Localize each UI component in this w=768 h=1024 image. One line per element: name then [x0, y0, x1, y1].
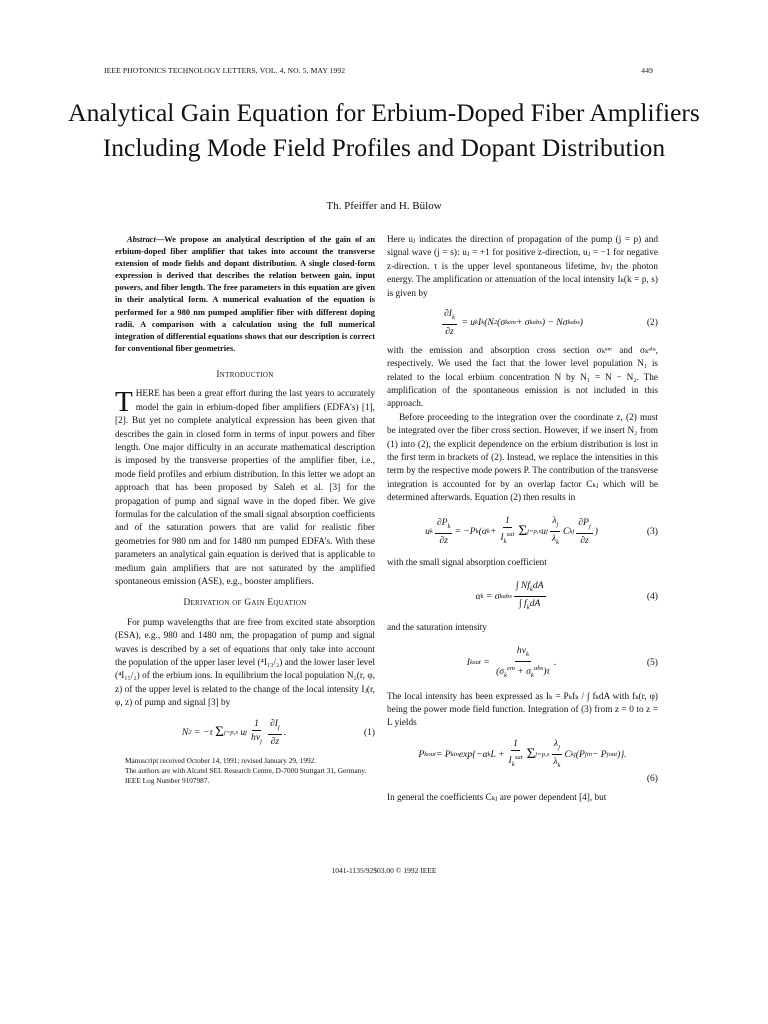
journal-name: IEEE PHOTONICS TECHNOLOGY LETTERS, VOL. 4, NO. 5, MAY 1992	[104, 66, 346, 75]
derivation-heading: Derivation of Gain Equation	[183, 598, 307, 609]
equation-5-number: (5)	[646, 657, 658, 669]
right-column	[387, 234, 658, 805]
equation-1-number: (1)	[363, 726, 375, 738]
equation-6-body: P k out = P k in exp{−α k L + $\frac{1}{I_k^{sat}}$ Σ j=p,s $\frac{\lambda_j}{\lambda_k}$ C kj (P j in − P j out )}.	[418, 737, 627, 769]
equation-6-number: (6)	[646, 773, 658, 785]
equation-4	[387, 579, 658, 615]
right-paragraph-7: In general the coefficients Cₖⱼ are power dependent [4], but	[387, 792, 607, 803]
left-column	[115, 234, 375, 786]
running-head	[104, 66, 653, 75]
introduction-paragraph	[115, 388, 375, 589]
equation-2-body: $\frac{\partial I_k}{\partial z}$ = u k I k (N 2 (σ k em + σ k abs ) − Nσ k abs )	[444, 308, 583, 338]
right-paragraph-6: The local intensity has been expressed as Iₖ = Pₖfₖ / ∫ fₖdA with fₖ(r, φ) being the power mode field function. Integration of (3) from z = 0 to z = L yields	[387, 691, 658, 729]
equation-1	[115, 717, 375, 749]
dropcap: T	[115, 386, 133, 419]
footnote-received: Manuscript received October 14, 1991; revised January 29, 1992.	[125, 756, 317, 766]
footnotes	[115, 756, 375, 785]
equation-3	[387, 514, 658, 550]
equation-3-body: u k $\frac{\partial P_k}{\partial z}$ = −P k (α k + $\frac{1}{I_k^{sat}}$ Σ j=p,s u j $\frac{\lambda_j}{\lambda_k}$ C kj $\frac{\partial P_j}{\partial z}$ )	[425, 514, 598, 546]
equation-5-body: I k sat = $\frac{h\nu_k}{(\sigma_k^{em} + \sigma_k^{abs})\tau}$ .	[466, 644, 557, 680]
page-number: 449	[641, 66, 653, 75]
footnote-affiliation: The authors are with Alcatel SEL Research Centre, D-7000 Stuttgart 31, Germany.	[125, 766, 367, 776]
footnote-log-number: IEEE Log Number 9107987.	[125, 776, 210, 785]
abstract	[115, 234, 375, 355]
derivation-paragraph: For pump wavelengths that are free from excited state absorption (ESA), e.g., 980 and 1480 nm, the propagation of pump and signal waves is described by a set of equations that only take into account the population of the upper laser level (⁴I₁₃/₂) and the lower laser level (⁴I₁₅/₂) of the erbium ions. In equilibrium the local population N₂(r, φ, z) of the upper level is related to the change of the local intensity Iⱼ(r, φ, z) of pump and signal [3] by	[115, 617, 375, 709]
equation-4-number: (4)	[646, 590, 658, 602]
equation-1-body: N 2 = −τ Σ j=p,s u j $\frac{1}{h\nu_j}$ $\frac{\partial I_j}{\partial z}$ .	[181, 717, 287, 747]
right-paragraph-3: Before proceeding to the integration over the coordinate z, (2) must be integrated over the fiber cross section. However, if we insert N₂ from (1) into (2), the explicit dependence on the erbium distribution is lost in the first term in brackets of (2). Instead, we replace the intensities in this term by the respective mode powers P. The contribution of the transverse integration is accounted for by an overlap factor Cₖⱼ which will be determined afterwards. Equation (2) then results in	[387, 412, 658, 504]
authors: Th. Pfeiffer and H. Bülow	[326, 200, 442, 212]
equation-3-number: (3)	[646, 525, 658, 537]
equation-5	[387, 644, 658, 683]
copyright-footer: 1041-1135/92$03.00 © 1992 IEEE	[331, 866, 437, 875]
equation-2	[387, 307, 658, 339]
right-paragraph-4: with the small signal absorption coefficient	[387, 558, 547, 569]
right-paragraph-2: with the emission and absorption cross section σₖᵉᵐ and σₖᵃᵇˢ, respectively. We used the fact that the lower level population N₁ is related to the local erbium concentration N by N₁ = N − N₂. The amplification of the spontaneous emission is not included in this approach.	[387, 345, 658, 410]
abstract-lead: Abstract	[127, 235, 156, 244]
equation-6	[387, 737, 658, 773]
equation-2-number: (2)	[646, 317, 658, 329]
paper-title: Analytical Gain Equation for Erbium-Doped Fiber Amplifiers Including Mode Field Profiles and Dopant Distribution	[68, 98, 700, 162]
abstract-text: —We propose an analytical description of the gain of an erbium-doped fiber amplifier that takes into account the transverse extension of mode fields and dopant distribution. A single closed-form expression is derived that describes the relation between gain, input powers, and fiber length. The free parameters in this equation are given in their analytical form. A numerical evaluation of the equation is performed for a 980 nm pumped amplifier fiber with different doping radii. A comparison with a calculation using the full numerical integration of differential equations shows that our description is correct for conventional fiber geometries.	[115, 235, 375, 353]
introduction-text: HERE has been a great effort during the last years to accurately model the gain in erbium-doped fiber amplifiers (EDFA's) [1], [2]. But yet no complete analytical expression has been given that describes the gain in closed form in terms of input powers and fiber length. One major difficulty in an accurate mathematical description is imposed by the transverse properties of the amplifier fiber, i.e., mode field profiles and erbium distribution. In this letter we adopt an approach that has been proposed by Saleh et al. [3] for the propagation of pump and signal wave in the doped fiber. We give formulas for the calculation of the small signal absorption coefficients and of the saturation powers that are valid for realistic fiber geometries for 980 nm and for 1480 nm pumped EDFA's. With these parameters an analytical gain equation is derived that is applicable to medium gain amplifiers that are not saturated by the amplified spontaneous emission (ASE), e.g., booster amplifiers.	[115, 389, 375, 588]
right-paragraph-5: and the saturation intensity	[387, 623, 487, 634]
introduction-heading: Introduction	[216, 369, 274, 380]
right-paragraph-1: Here uⱼ indicates the direction of propagation of the pump (j = p) and signal wave (j = s): uⱼ = +1 for positive z-direction, uⱼ = −1 for negative z-direction. τ is the upper level spontaneous lifetime, hνⱼ the photon energy. The amplification or attenuation of the local intensity Iₖ(k = p, s) is given by	[387, 235, 658, 299]
equation-4-body: α k = σ k abs $\frac{\int Nf_kdA}{\int f_kdA}$	[475, 579, 544, 611]
